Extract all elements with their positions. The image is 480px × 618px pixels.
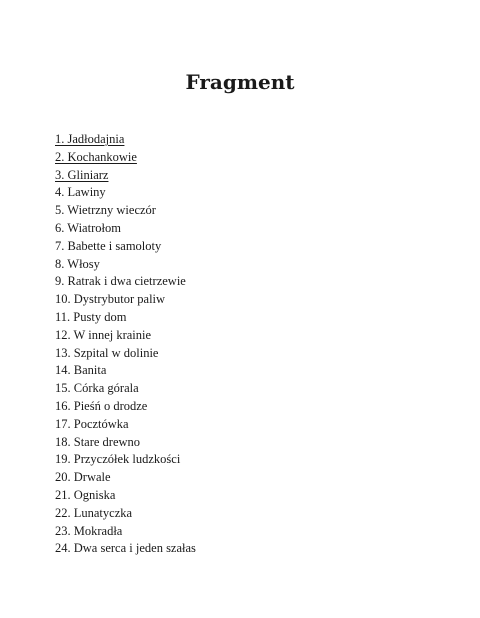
toc-item: 9. Ratrak i dwa cietrzewie	[55, 274, 186, 289]
toc-item: 17. Pocztówka	[55, 416, 129, 431]
toc-item: 10. Dystrybutor paliw	[55, 292, 166, 307]
toc-item: 23. Mokradła	[55, 523, 123, 538]
toc-item: 15. Córka górala	[55, 381, 139, 396]
toc-item: 8. Włosy	[55, 256, 100, 271]
toc-item: 24. Dwa serca i jeden szałas	[55, 541, 196, 556]
toc-item[interactable]: 2. Kochankowie	[55, 149, 137, 164]
toc-item: 14. Banita	[55, 363, 107, 378]
toc-item: 4. Lawiny	[55, 185, 106, 200]
toc-item: 7. Babette i samoloty	[55, 238, 162, 253]
toc-item: 13. Szpital w dolinie	[55, 345, 159, 360]
toc-item[interactable]: 3. Gliniarz	[55, 167, 109, 182]
toc-item: 18. Stare drewno	[55, 434, 141, 449]
toc-item: 19. Przyczółek ludzkości	[55, 452, 181, 467]
page-title: Fragment	[185, 70, 295, 94]
toc-item: 11. Pusty dom	[55, 309, 127, 324]
toc-item: 16. Pieśń o drodze	[55, 398, 148, 413]
toc-item: 21. Ogniska	[55, 487, 116, 502]
toc-item: 5. Wietrzny wieczór	[55, 203, 156, 218]
toc-item: 6. Wiatrołom	[55, 220, 121, 235]
table-of-contents	[55, 131, 196, 558]
toc-item[interactable]: 1. Jadłodajnia	[55, 132, 125, 146]
toc-item: 12. W innej krainie	[55, 327, 152, 342]
toc-item: 22. Lunatyczka	[55, 505, 133, 520]
toc-item: 20. Drwale	[55, 470, 111, 485]
